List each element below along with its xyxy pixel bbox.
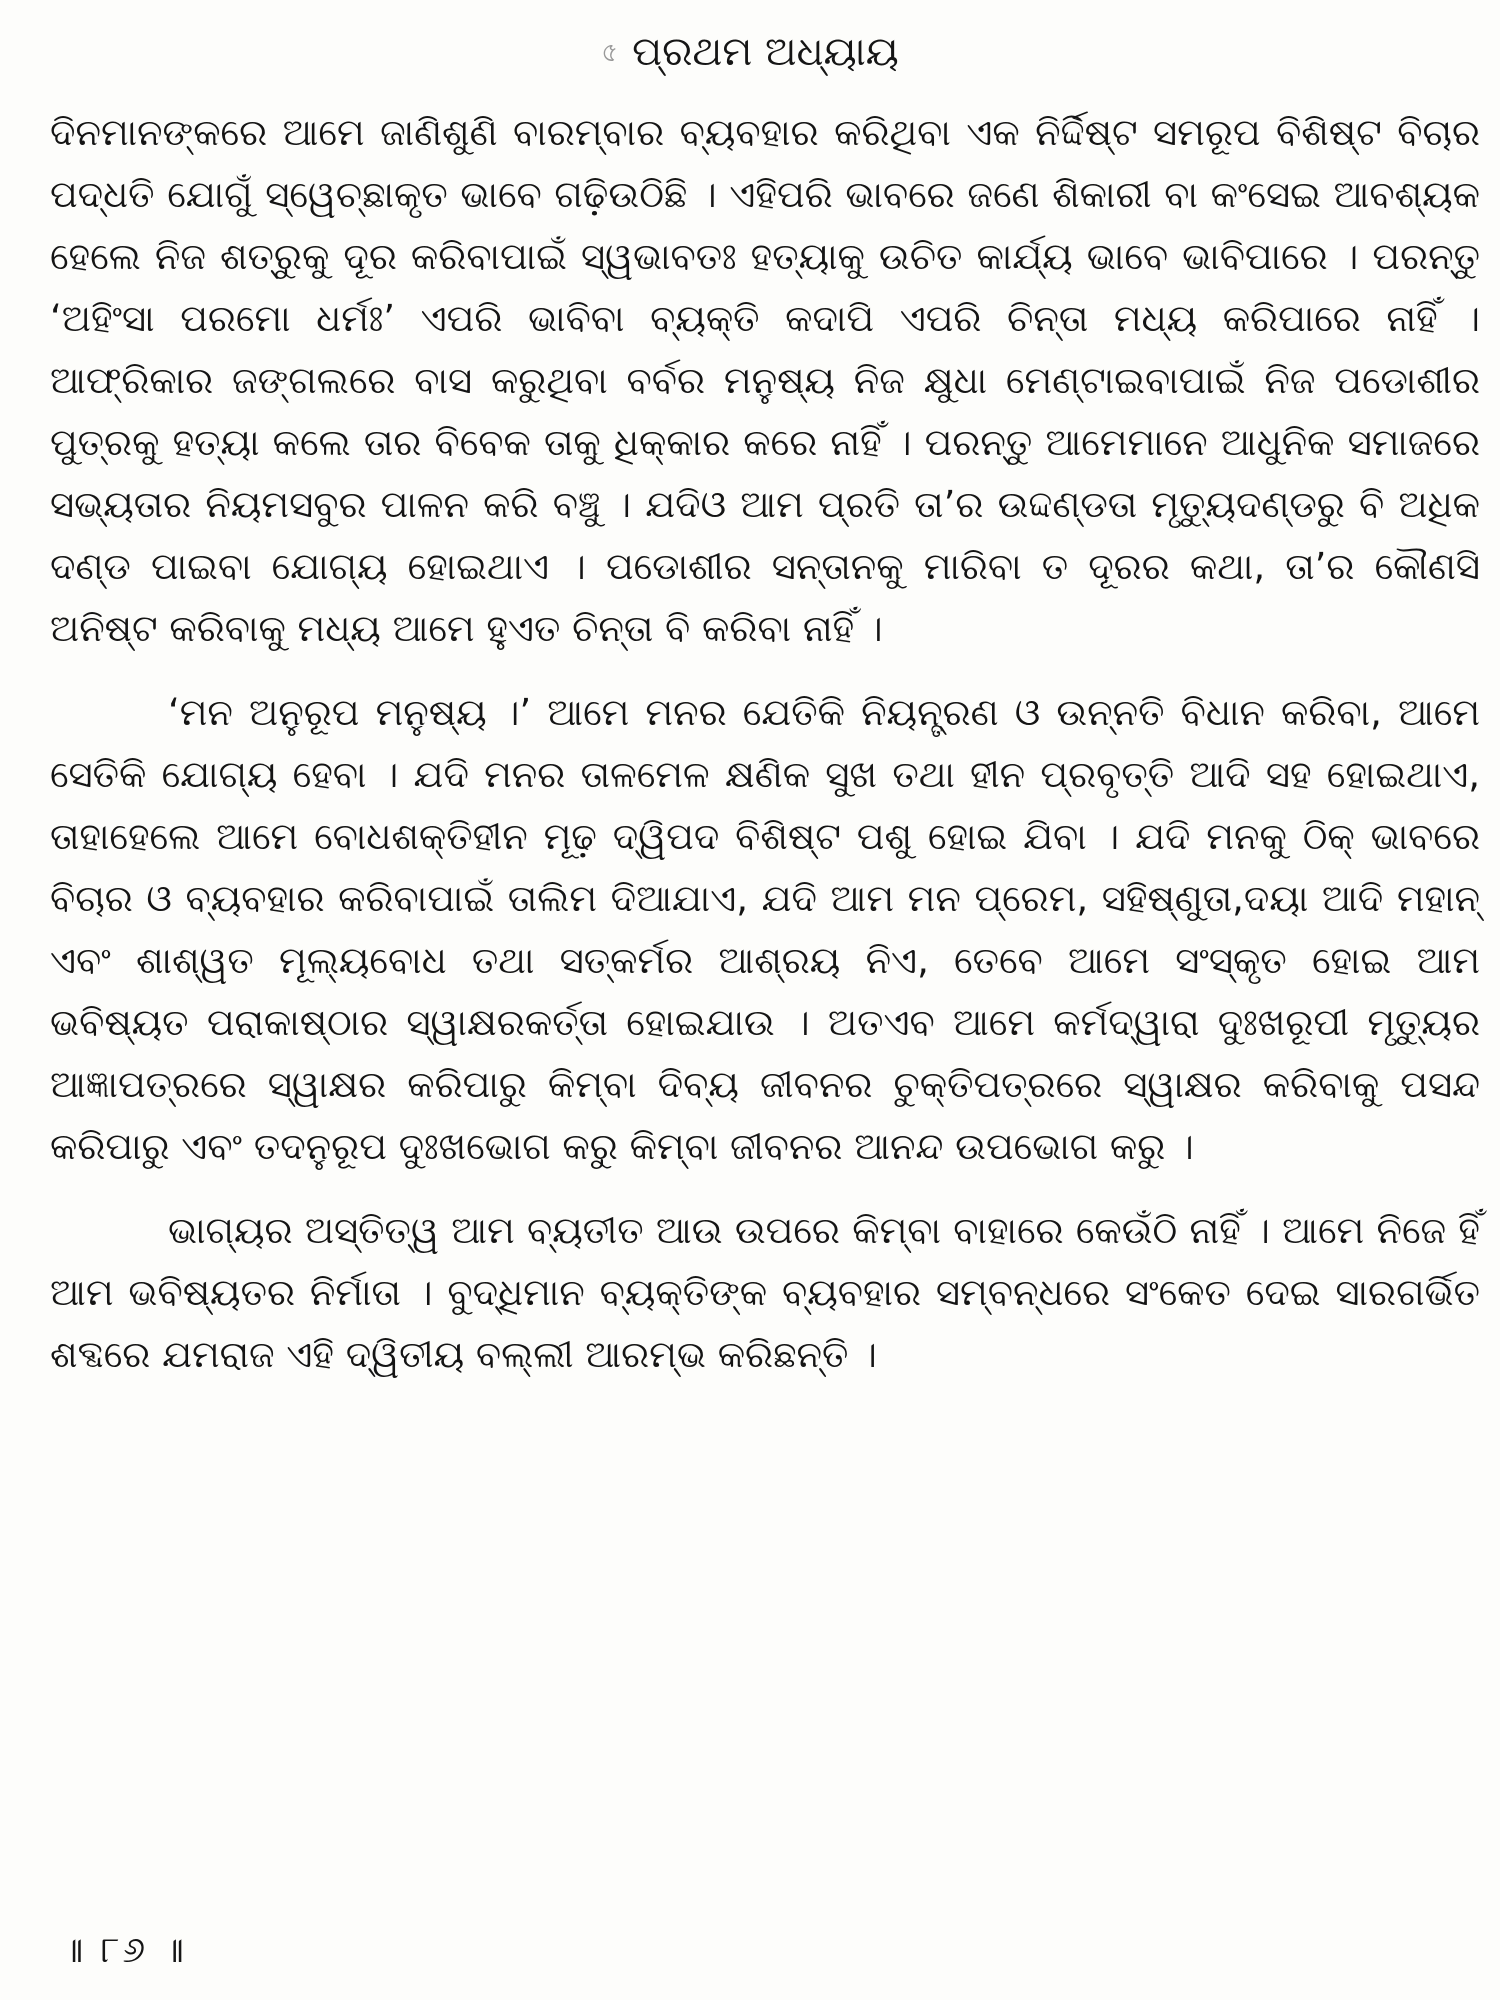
running-head-mark: ৫ [601, 38, 619, 69]
paragraph-3: ଭାଗ୍ୟର ଅସ୍ତିତ୍ୱ ଆମ ବ୍ୟତୀତ ଆଉ ଉପରେ କିମ୍ବା ବାହାରେ କେଉଁଠି ନାହିଁ । ଆମେ ନିଜେ ହିଁ ଆମ ଭବିଷ୍ୟତର ନିର୍ମାତା । ବୁଦ୍ଧିମାନ ବ୍ୟକ୍ତିଙ୍କ ବ୍ୟବହାର ସମ୍ବନ୍ଧରେ ସଂକେତ ଦେଇ ସାରଗର୍ଭିତ ଶବ୍ଦରେ ଯମରାଜ ଏହି ଦ୍ୱିତୀୟ ବଲ୍ଲୀ ଆରମ୍ଭ କରିଛନ୍ତି । [50, 1209, 1480, 1376]
chapter-title: ପ୍ରଥମ ଅଧ୍ୟାୟ [632, 29, 899, 75]
body-text [50, 102, 1480, 1408]
running-head [0, 28, 1500, 76]
paragraph-1: ଦିନମାନଙ୍କରେ ଆମେ ଜାଣିଶୁଣି ବାରମ୍ବାର ବ୍ୟବହାର କରିଥିବା ଏକ ନିର୍ଦ୍ଦିଷ୍ଟ ସମରୂପ ବିଶିଷ୍ଟ ବିଚାର ପଦ୍ଧତି ଯୋଗୁଁ ସ୍ୱେଚ୍ଛାକୃତ ଭାବେ ଗଢ଼ିଉଠିଛି । ଏହିପରି ଭାବରେ ଜଣେ ଶିକାରୀ ବା କଂସେଇ ଆବଶ୍ୟକ ହେଲେ ନିଜ ଶତ୍ରୁକୁ ଦୂର କରିବାପାଇଁ ସ୍ୱଭାବତଃ ହତ୍ୟାକୁ ଉଚିତ କାର୍ଯ୍ୟ ଭାବେ ଭାବିପାରେ । ପରନ୍ତୁ ‘ଅହିଂସା ପରମୋ ଧର୍ମଃ’ ଏପରି ଭାବିବା ବ୍ୟକ୍ତି କଦାପି ଏପରି ଚିନ୍ତା ମଧ୍ୟ କରିପାରେ ନାହିଁ । ଆଫ୍ରିକାର ଜଙ୍ଗଲରେ ବାସ କରୁଥିବା ବର୍ବର ମନୁଷ୍ୟ ନିଜ କ୍ଷୁଧା ମେଣ୍ଟାଇବାପାଇଁ ନିଜ ପଡୋଶୀର ପୁତ୍ରକୁ ହତ୍ୟା କଲେ ତାର ବିବେକ ତାକୁ ଧିକ୍‌କାର କରେ ନାହିଁ । ପରନ୍ତୁ ଆମେମାନେ ଆଧୁନିକ ସମାଜରେ ସଭ୍ୟତାର ନିୟମସବୁର ପାଳନ କରି ବଞ୍ଚୁ । ଯଦିଓ ଆମ ପ୍ରତି ତା’ର ଉଦ୍ଦଣ୍ଡତା ମୃତ୍ୟୁଦଣ୍ଡରୁ ବି ଅଧିକ ଦଣ୍ଡ ପାଇବା ଯୋଗ୍ୟ ହୋଇଥାଏ । ପଡୋଶୀର ସନ୍ତାନକୁ ମାରିବା ତ ଦୂରର କଥା, ତା’ର କୌଣସି ଅନିଷ୍ଟ କରିବାକୁ ମଧ୍ୟ ଆମେ ହୁଏତ ଚିନ୍ତା ବି କରିବା ନାହିଁ । [50, 111, 1480, 650]
paragraph-2: ‘ମନ ଅନୁରୂପ ମନୁଷ୍ୟ ।’ ଆମେ ମନର ଯେତିକି ନିୟନ୍ତ୍ରଣ ଓ ଉନ୍ନତି ବିଧାନ କରିବା, ଆମେ ସେତିକି ଯୋଗ୍ୟ ହେବା । ଯଦି ମନର ତାଳମେଳ କ୍ଷଣିକ ସୁଖ ତଥା ହୀନ ପ୍ରବୃତ୍ତି ଆଦି ସହ ହୋଇଥାଏ, ତାହାହେଲେ ଆମେ ବୋଧଶକ୍ତିହୀନ ମୂଢ଼ ଦ୍ୱିପଦ ବିଶିଷ୍ଟ ପଶୁ ହୋଇ ଯିବା । ଯଦି ମନକୁ ଠିକ୍ ଭାବରେ ବିଚାର ଓ ବ୍ୟବହାର କରିବାପାଇଁ ତାଲିମ ଦିଆଯାଏ, ଯଦି ଆମ ମନ ପ୍ରେମ, ସହିଷ୍ଣୁତା,ଦୟା ଆଦି ମହାନ୍ ଏବଂ ଶାଶ୍ୱତ ମୂଲ୍ୟବୋଧ ତଥା ସତ୍‌କର୍ମର ଆଶ୍ରୟ ନିଏ, ତେବେ ଆମେ ସଂସ୍କୃତ ହୋଇ ଆମ ଭବିଷ୍ୟତ ପରାକାଷ୍ଠାର ସ୍ୱାକ୍ଷରକର୍ତ୍ତା ହୋଇଯାଉ । ଅତଏବ ଆମେ କର୍ମଦ୍ୱାରା ଦୁଃଖରୂପୀ ମୃତ୍ୟୁର ଆଜ୍ଞାପତ୍ରରେ ସ୍ୱାକ୍ଷର କରିପାରୁ କିମ୍ବା ଦିବ୍ୟ ଜୀବନର ଚୁକ୍ତିପତ୍ରରେ ସ୍ୱାକ୍ଷର କରିବାକୁ ପସନ୍ଦ କରିପାରୁ ଏବଂ ତଦନୁରୂପ ଦୁଃଖଭୋଗ କରୁ କିମ୍ବା ଜୀବନର ଆନନ୍ଦ ଉପଭୋଗ କରୁ । [50, 691, 1480, 1168]
page-number: ॥ ୮୬ ॥ [62, 1930, 187, 1971]
